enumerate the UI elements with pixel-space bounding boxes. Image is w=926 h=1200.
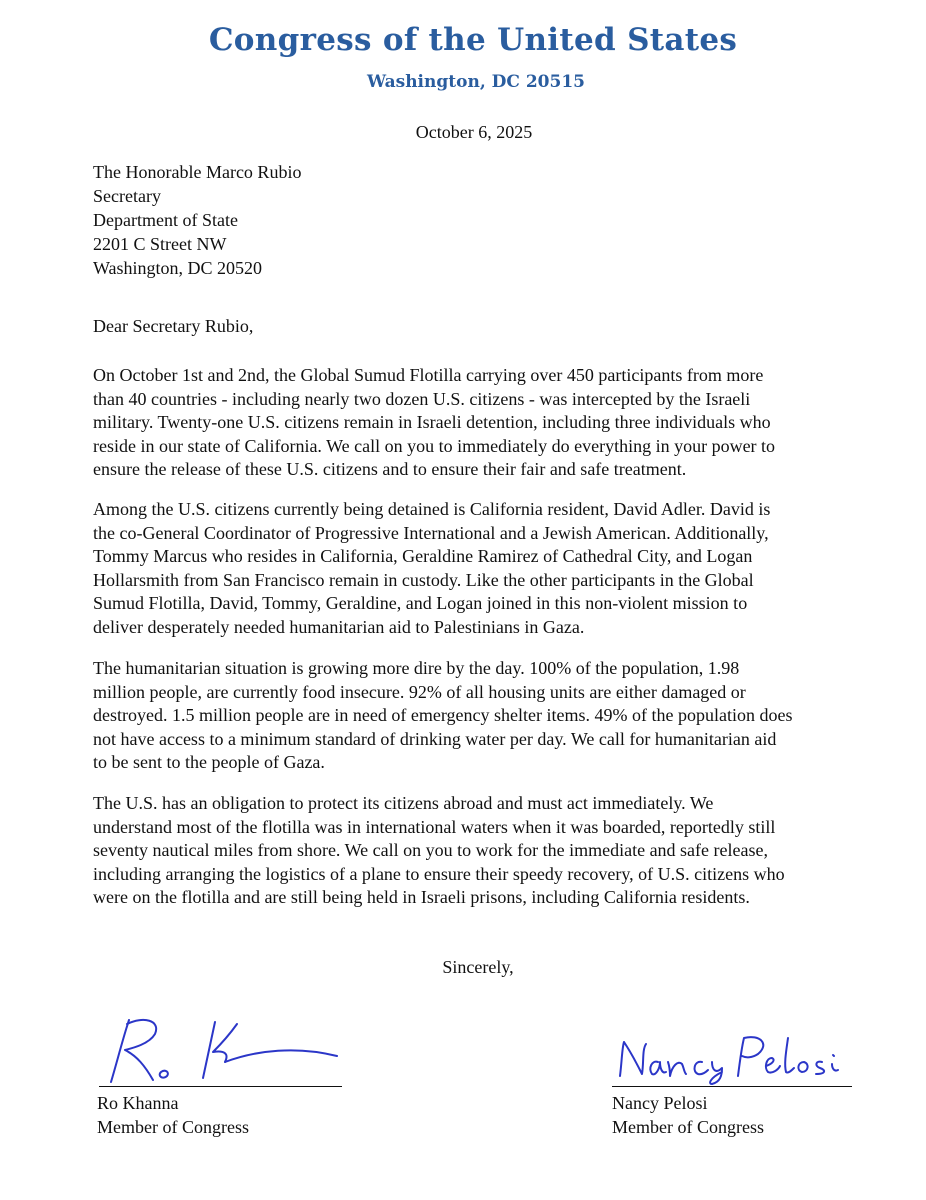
letterhead-address: Washington, DC 20515 — [367, 72, 585, 92]
paragraph-line: were on the flotilla and are still being held in Israeli prisons, including California residents. — [93, 887, 750, 907]
paragraph-line: Hollarsmith from San Francisco remain in custody. Like the other participants in the Global — [93, 569, 754, 590]
paragraph-4 — [93, 792, 843, 910]
paragraph-3 — [93, 657, 843, 775]
recipient-line: Washington, DC 20520 — [93, 258, 263, 278]
paragraph-2 — [93, 498, 843, 639]
paragraph-line: million people, are currently food insecure. 92% of all housing units are either damaged or — [93, 681, 746, 702]
paragraph-line: Tommy Marcus who resides in California, Geraldine Ramirez of Cathedral City, and Logan — [93, 546, 753, 566]
signature-block-pelosi — [612, 1010, 862, 1139]
letter-date: October 6, 2025 — [415, 122, 533, 142]
paragraph-line: destroyed. 1.5 million people are in need of emergency shelter items. 49% of the population does — [93, 705, 793, 725]
paragraph-line: Among the U.S. citizens currently being detained is California resident, David Adler. David is — [93, 499, 771, 519]
signatory-title: Member of Congress — [612, 1117, 764, 1137]
paragraph-line: On October 1st and 2nd, the Global Sumud Flotilla carrying over 450 participants from more — [93, 365, 764, 385]
signature-line — [612, 1086, 852, 1087]
paragraph-line: military. Twenty-one U.S. citizens remain in Israeli detention, including three individuals who — [93, 412, 771, 432]
paragraph-line: not have access to a minimum standard of drinking water per day. We call for humanitarian aid — [93, 728, 777, 749]
paragraph-line: ensure the release of these U.S. citizens and to ensure their fair and safe treatment. — [93, 459, 687, 479]
paragraph-line: deliver desperately needed humanitarian aid to Palestinians in Gaza. — [93, 616, 585, 637]
recipient-line: 2201 C Street NW — [93, 234, 227, 254]
paragraph-line: The U.S. has an obligation to protect its citizens abroad and must act immediately. We — [93, 793, 714, 813]
paragraph-line: the co-General Coordinator of Progressive International and a Jewish American. Additionally, — [93, 522, 769, 543]
salutation: Dear Secretary Rubio, — [93, 316, 254, 336]
letterhead — [0, 20, 926, 94]
recipient-line: Secretary — [93, 186, 161, 206]
recipient-line: Department of State — [93, 210, 238, 230]
closing: Sincerely, — [442, 957, 514, 977]
letterhead-title: Congress of the United States — [208, 22, 738, 58]
paragraph-line: understand most of the flotilla was in international waters when it was boarded, reportedly still — [93, 816, 776, 837]
signatory-title: Member of Congress — [97, 1117, 249, 1137]
paragraph-line: than 40 countries - including nearly two dozen U.S. citizens - was intercepted by the Israeli — [93, 388, 751, 409]
paragraph-line: to be sent to the people of Gaza. — [93, 752, 325, 772]
signatory-name: Nancy Pelosi — [612, 1093, 708, 1113]
signatory-name: Ro Khanna — [97, 1093, 179, 1113]
paragraph-line: Sumud Flotilla, David, Tommy, Geraldine, and Logan joined in this non-violent mission to — [93, 593, 748, 613]
paragraph-line: seventy nautical miles from shore. We call on you to work for the immediate and safe release, — [93, 840, 768, 860]
signature-line — [99, 1086, 342, 1087]
paragraph-line: The humanitarian situation is growing more dire by the day. 100% of the population, 1.98 — [93, 658, 740, 678]
signature-khanna — [97, 1010, 347, 1086]
recipient-line: The Honorable Marco Rubio — [93, 162, 302, 182]
paragraph-line: including arranging the logistics of a plane to ensure their speedy recovery, of U.S. citizens who — [93, 863, 785, 884]
recipient-address — [93, 160, 301, 280]
paragraph-line: reside in our state of California. We call on you to immediately do everything in your power to — [93, 435, 776, 456]
signature-pelosi — [612, 1010, 862, 1086]
paragraph-1 — [93, 364, 843, 482]
signature-block-khanna — [97, 1010, 347, 1139]
